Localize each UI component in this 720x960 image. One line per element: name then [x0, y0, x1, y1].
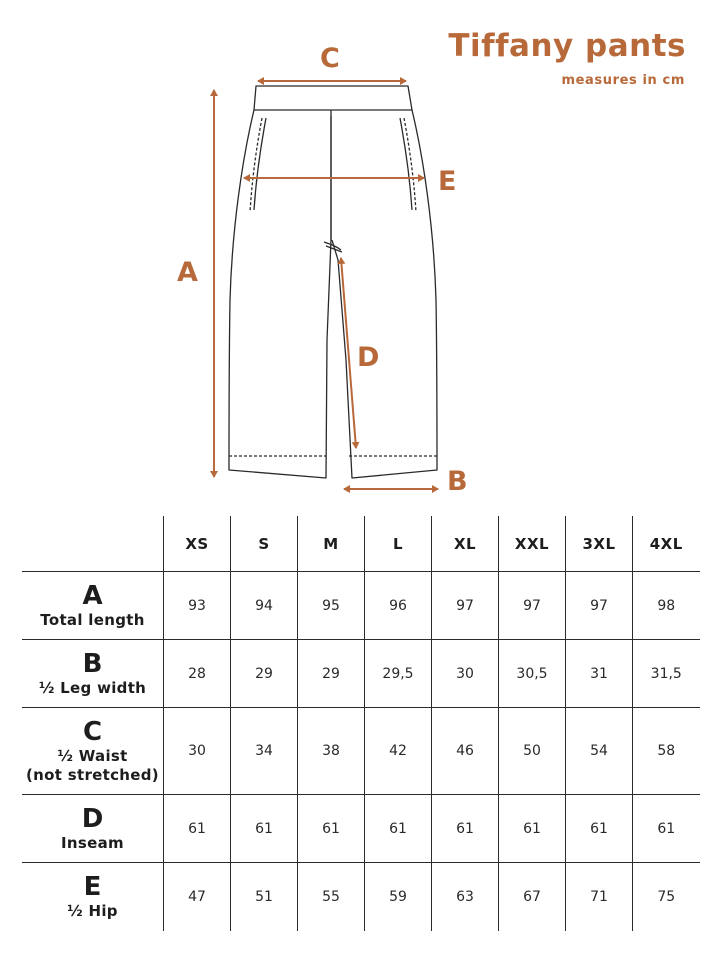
- label-d: D: [357, 342, 380, 373]
- table-cell: 97: [499, 572, 566, 640]
- table-cell: 61: [633, 795, 700, 863]
- table-cell: 31,5: [633, 640, 700, 708]
- size-header: XXL: [499, 516, 566, 572]
- right-leg-outline: [332, 110, 437, 478]
- table-cell: 75: [633, 863, 700, 931]
- table-cell: 67: [499, 863, 566, 931]
- label-e: E: [438, 166, 457, 197]
- table-cell: 96: [365, 572, 432, 640]
- table-cell: 28: [164, 640, 231, 708]
- table-cell: 30: [432, 640, 499, 708]
- table-cell: 51: [231, 863, 298, 931]
- table-cell: 61: [566, 795, 633, 863]
- table-cell: 30: [164, 708, 231, 795]
- table-cell: 34: [231, 708, 298, 795]
- table-cell: 55: [298, 863, 365, 931]
- row-header: [22, 572, 164, 640]
- table-cell: 61: [499, 795, 566, 863]
- row-description: ½ Leg width: [38, 679, 147, 697]
- pants-outline: [229, 86, 437, 478]
- table-cell: 58: [633, 708, 700, 795]
- right-pocket: [404, 118, 416, 212]
- size-header: S: [231, 516, 298, 572]
- table-cell: 61: [231, 795, 298, 863]
- row-description: Inseam: [61, 834, 124, 852]
- row-description: ½ Waist: [57, 747, 128, 765]
- left-leg-outline: [229, 110, 331, 478]
- left-pocket-line: [254, 118, 266, 210]
- row-letter: D: [81, 804, 104, 834]
- table-cell: 31: [566, 640, 633, 708]
- table-cell: 29: [231, 640, 298, 708]
- row-description: ½ Hip: [67, 902, 118, 921]
- table-cell: 97: [566, 572, 633, 640]
- size-chart-table: [22, 516, 700, 931]
- size-header: 3XL: [566, 516, 633, 572]
- row-letter: A: [82, 581, 103, 611]
- row-header: [22, 708, 164, 795]
- table-cell: 95: [298, 572, 365, 640]
- size-header: L: [365, 516, 432, 572]
- table-cell: 50: [499, 708, 566, 795]
- table-cell: 98: [633, 572, 700, 640]
- right-pocket-line: [400, 118, 412, 210]
- label-b: B: [447, 466, 468, 497]
- table-cell: 30,5: [499, 640, 566, 708]
- row-header: [22, 863, 164, 931]
- table-cell: 61: [365, 795, 432, 863]
- table-cell: 42: [365, 708, 432, 795]
- label-c: C: [320, 43, 340, 74]
- table-cell: 59: [365, 863, 432, 931]
- table-cell: 29: [298, 640, 365, 708]
- table-row: [22, 863, 700, 931]
- row-description: Total length: [40, 611, 145, 629]
- table-row: [22, 572, 700, 640]
- left-pocket: [250, 118, 262, 212]
- row-letter: C: [82, 717, 103, 747]
- table-cell: 46: [432, 708, 499, 795]
- table-row: [22, 640, 700, 708]
- row-description-note: (not stretched): [26, 766, 159, 784]
- size-header: XL: [432, 516, 499, 572]
- table-cell: 63: [432, 863, 499, 931]
- row-header: [22, 795, 164, 863]
- table-cell: 94: [231, 572, 298, 640]
- label-a: A: [177, 257, 198, 288]
- table-cell: 93: [164, 572, 231, 640]
- table-cell: 61: [164, 795, 231, 863]
- table-cell: 61: [298, 795, 365, 863]
- table-row: [22, 795, 700, 863]
- table-row: [22, 708, 700, 795]
- table-cell: 29,5: [365, 640, 432, 708]
- size-header: 4XL: [633, 516, 700, 572]
- row-letter: E: [83, 872, 102, 903]
- table-cell: 71: [566, 863, 633, 931]
- table-cell: 38: [298, 708, 365, 795]
- size-header: XS: [164, 516, 231, 572]
- size-header: M: [298, 516, 365, 572]
- units-note: measures in cm: [561, 73, 685, 88]
- row-letter: B: [82, 649, 103, 679]
- page-title: Tiffany pants: [448, 28, 686, 64]
- corner-cell: [22, 516, 164, 572]
- table-cell: 47: [164, 863, 231, 931]
- table-cell: 61: [432, 795, 499, 863]
- waistband: [254, 86, 412, 110]
- row-header: [22, 640, 164, 708]
- table-cell: 54: [566, 708, 633, 795]
- table-cell: 97: [432, 572, 499, 640]
- size-header-row: [22, 516, 700, 572]
